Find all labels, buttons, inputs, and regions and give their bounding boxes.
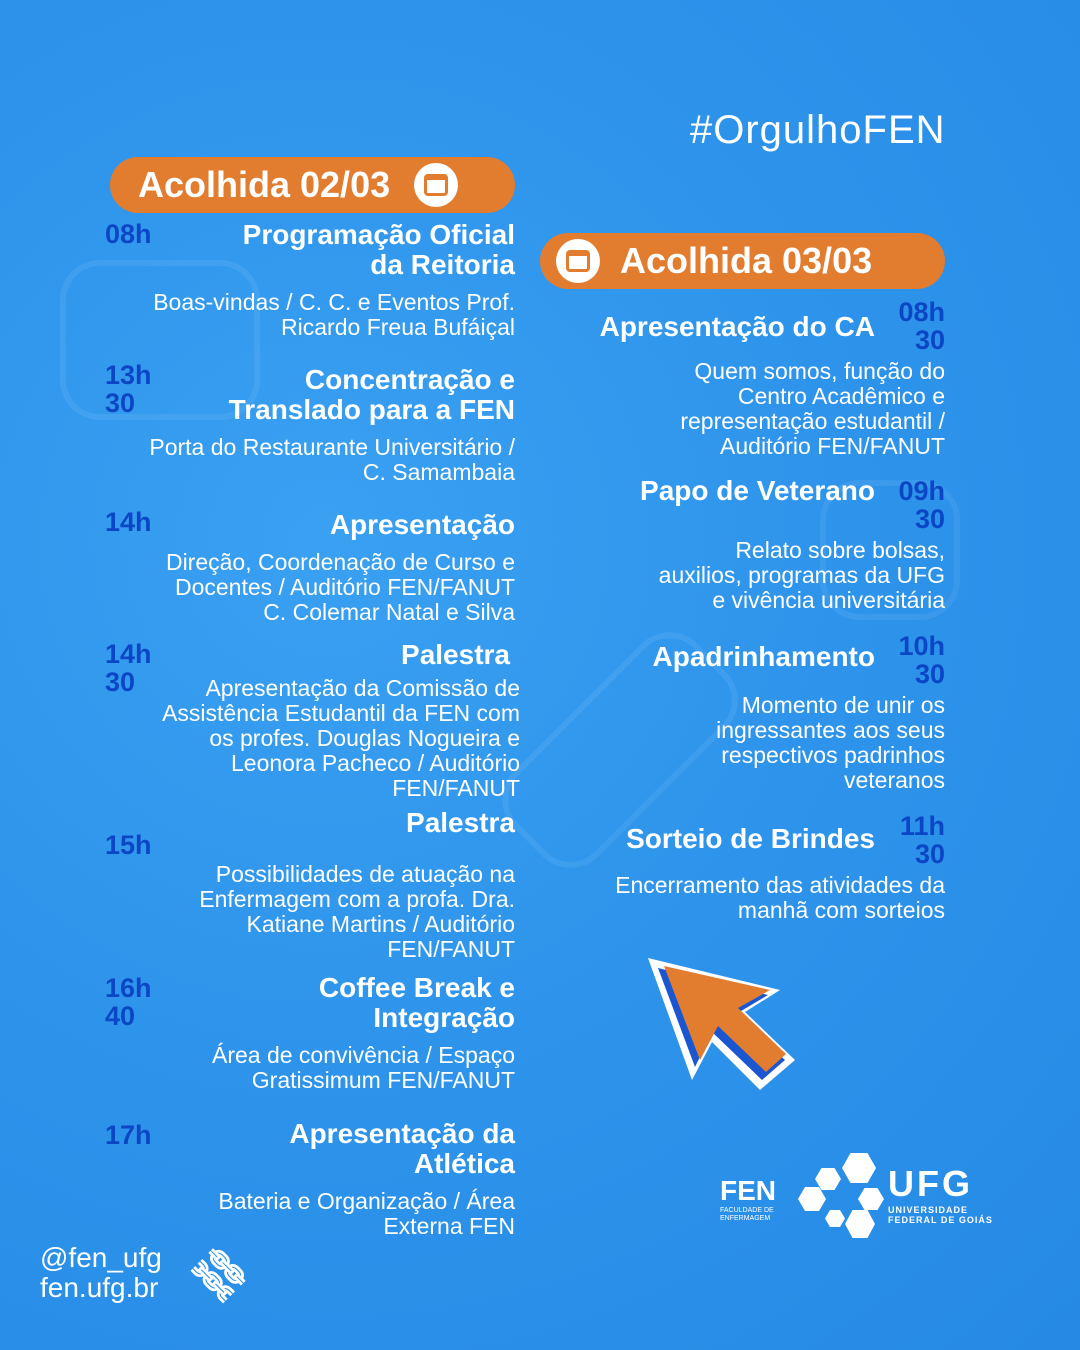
event-title-line: Concentração e bbox=[304, 364, 515, 395]
ufg-sub-2: FEDERAL DE GOIÁS bbox=[888, 1215, 993, 1225]
event-time-line: 08h bbox=[898, 297, 945, 327]
event-time-line: 16h bbox=[105, 973, 152, 1003]
event-time bbox=[105, 640, 152, 696]
event-description-line: Enfermagem com a profa. Dra. bbox=[199, 886, 515, 912]
event-title bbox=[100, 220, 515, 280]
event-description bbox=[560, 359, 945, 459]
event-title bbox=[560, 476, 875, 506]
event-item bbox=[100, 973, 515, 1093]
ufg-logo-text: UFG bbox=[888, 1163, 973, 1204]
fen-sub-1: FACULDADE DE bbox=[720, 1207, 774, 1214]
event-title bbox=[100, 808, 515, 838]
event-time-line: 30 bbox=[105, 667, 136, 697]
event-description-line: FEN/FANUT bbox=[392, 775, 520, 801]
event-description-line: Centro Acadêmico e bbox=[737, 383, 945, 409]
fen-logo bbox=[720, 1175, 776, 1223]
event-item bbox=[100, 639, 520, 801]
event-title-line: Coffee Break e bbox=[318, 972, 515, 1003]
event-description-line: Porta do Restaurante Universitário / bbox=[149, 434, 515, 460]
event-time bbox=[885, 812, 945, 868]
event-description-line: ingressantes aos seus bbox=[716, 717, 945, 743]
social-block bbox=[40, 1243, 162, 1303]
fen-sub-2: ENFERMAGEM bbox=[720, 1215, 771, 1222]
event-title bbox=[560, 642, 875, 672]
event-description-line: Katiane Martins / Auditório bbox=[246, 911, 515, 937]
event-description bbox=[560, 693, 945, 793]
day1-label: Acolhida 02/03 bbox=[138, 164, 391, 205]
event-description-line: Bateria e Organização / Área bbox=[218, 1188, 515, 1214]
event-title-line: Apadrinhamento bbox=[652, 641, 875, 672]
event-description-line: auxilios, programas da UFG bbox=[658, 562, 945, 588]
event-time bbox=[885, 632, 945, 688]
website-link[interactable]: fen.ufg.br bbox=[40, 1272, 159, 1303]
event-time-line: 40 bbox=[105, 1001, 136, 1031]
event-description-line: respectivos padrinhos bbox=[721, 742, 945, 768]
event-title-line: Apresentação do CA bbox=[599, 311, 875, 342]
event-description-line: Externa FEN bbox=[383, 1213, 515, 1239]
event-description-line: Auditório FEN/FANUT bbox=[720, 433, 945, 459]
event-title-line: Apresentação da bbox=[289, 1118, 515, 1149]
event-description-line: Apresentação da Comissão de bbox=[205, 675, 520, 701]
event-time-line: 10h bbox=[898, 631, 945, 661]
event-description-line: Quem somos, função do bbox=[694, 358, 945, 384]
event-time-line: 14h bbox=[105, 507, 152, 537]
event-title bbox=[100, 365, 515, 425]
event-time-line: 30 bbox=[914, 504, 945, 534]
event-time bbox=[105, 361, 152, 417]
event-title-line: Sorteio de Brindes bbox=[626, 823, 875, 854]
event-description bbox=[100, 862, 515, 962]
event-description-line: e vivência universitária bbox=[712, 587, 945, 613]
social-handle[interactable]: @fen_ufg bbox=[40, 1242, 162, 1273]
event-description-line: Boas-vindas / C. C. e Eventos Prof. bbox=[153, 289, 515, 315]
ufg-logo bbox=[888, 1163, 993, 1225]
event-title bbox=[100, 507, 515, 540]
event-item bbox=[100, 365, 515, 485]
event-title-line: Palestra bbox=[401, 639, 510, 670]
event-description bbox=[100, 1189, 515, 1239]
event-description bbox=[100, 435, 515, 485]
event-time-line: 30 bbox=[914, 659, 945, 689]
event-description-line: Encerramento das atividades da bbox=[615, 872, 945, 898]
event-title-line: Integração bbox=[373, 1002, 515, 1033]
event-description-line: Área de convivência / Espaço bbox=[211, 1042, 515, 1068]
event-description-line: manhã com sorteios bbox=[737, 897, 945, 923]
event-description-line: os profes. Douglas Nogueira e bbox=[209, 725, 520, 751]
calendar-icon bbox=[556, 239, 600, 283]
event-time-line: 14h bbox=[105, 639, 152, 669]
event-time bbox=[105, 974, 152, 1030]
event-time bbox=[885, 477, 945, 533]
event-item bbox=[100, 808, 515, 962]
event-description bbox=[560, 873, 945, 923]
event-description bbox=[100, 676, 520, 801]
hashtag: #OrgulhoFEN bbox=[690, 108, 946, 152]
event-description-line: Docentes / Auditório FEN/FANUT bbox=[174, 574, 515, 600]
event-time-line: 09h bbox=[898, 476, 945, 506]
event-description-line: Momento de unir os bbox=[741, 692, 945, 718]
cursor-arrow-icon bbox=[640, 950, 810, 1100]
event-time-line: 30 bbox=[105, 388, 136, 418]
ufg-sub-1: UNIVERSIDADE bbox=[888, 1205, 969, 1215]
event-title-line: Translado para a FEN bbox=[228, 394, 515, 425]
event-description bbox=[100, 290, 515, 340]
event-time-line: 13h bbox=[105, 360, 152, 390]
calendar-icon bbox=[414, 163, 458, 207]
event-description-line: Ricardo Freua Bufáiçal bbox=[281, 314, 515, 340]
event-description-line: Direção, Coordenação de Curso e bbox=[165, 549, 515, 575]
event-title-line: Papo de Veterano bbox=[640, 475, 875, 506]
day1-header bbox=[110, 157, 515, 213]
event-description bbox=[560, 538, 945, 613]
event-item bbox=[100, 220, 515, 340]
event-description-line: FEN/FANUT bbox=[387, 936, 515, 962]
event-title bbox=[560, 312, 875, 342]
event-time-line: 08h bbox=[105, 219, 152, 249]
event-title bbox=[100, 640, 510, 670]
event-time bbox=[105, 1121, 152, 1149]
event-description-line: Gratissimum FEN/FANUT bbox=[251, 1067, 515, 1093]
event-description bbox=[100, 1043, 515, 1093]
fen-logo-text: FEN bbox=[720, 1175, 776, 1206]
event-description-line: veteranos bbox=[843, 767, 945, 793]
event-item bbox=[100, 1119, 515, 1239]
event-description bbox=[100, 550, 515, 625]
event-description-line: representação estudantil / bbox=[680, 408, 945, 434]
event-title-line: Apresentação bbox=[329, 509, 515, 540]
event-title bbox=[100, 973, 515, 1033]
event-time-line: 30 bbox=[914, 325, 945, 355]
event-title bbox=[100, 1119, 515, 1179]
event-title-line: Palestra bbox=[406, 807, 515, 838]
event-time-line: 11h bbox=[899, 811, 945, 841]
event-time-line: 17h bbox=[105, 1120, 152, 1150]
event-description-line: Assistência Estudantil da FEN com bbox=[162, 700, 520, 726]
event-title-line: Atlética bbox=[413, 1148, 515, 1179]
event-description-line: C. Colemar Natal e Silva bbox=[263, 599, 515, 625]
event-time-line: 30 bbox=[914, 839, 945, 869]
day2-label: Acolhida 03/03 bbox=[620, 240, 873, 281]
event-description-line: C. Samambaia bbox=[362, 459, 515, 485]
event-description-line: Possibilidades de atuação na bbox=[215, 861, 515, 887]
event-time bbox=[105, 508, 152, 536]
event-title-line: Programação Oficial bbox=[242, 219, 515, 250]
event-time-line: 15h bbox=[105, 830, 152, 860]
event-item bbox=[100, 507, 515, 625]
event-time bbox=[885, 298, 945, 354]
event-title bbox=[560, 824, 875, 854]
event-description-line: Leonora Pacheco / Auditório bbox=[231, 750, 520, 776]
event-time bbox=[105, 220, 152, 248]
event-title-line: da Reitoria bbox=[370, 249, 515, 280]
day2-header bbox=[540, 233, 945, 289]
link-icon: ⛓ bbox=[183, 1237, 258, 1312]
event-description-line: Relato sobre bolsas, bbox=[735, 537, 945, 563]
event-time bbox=[105, 831, 152, 859]
